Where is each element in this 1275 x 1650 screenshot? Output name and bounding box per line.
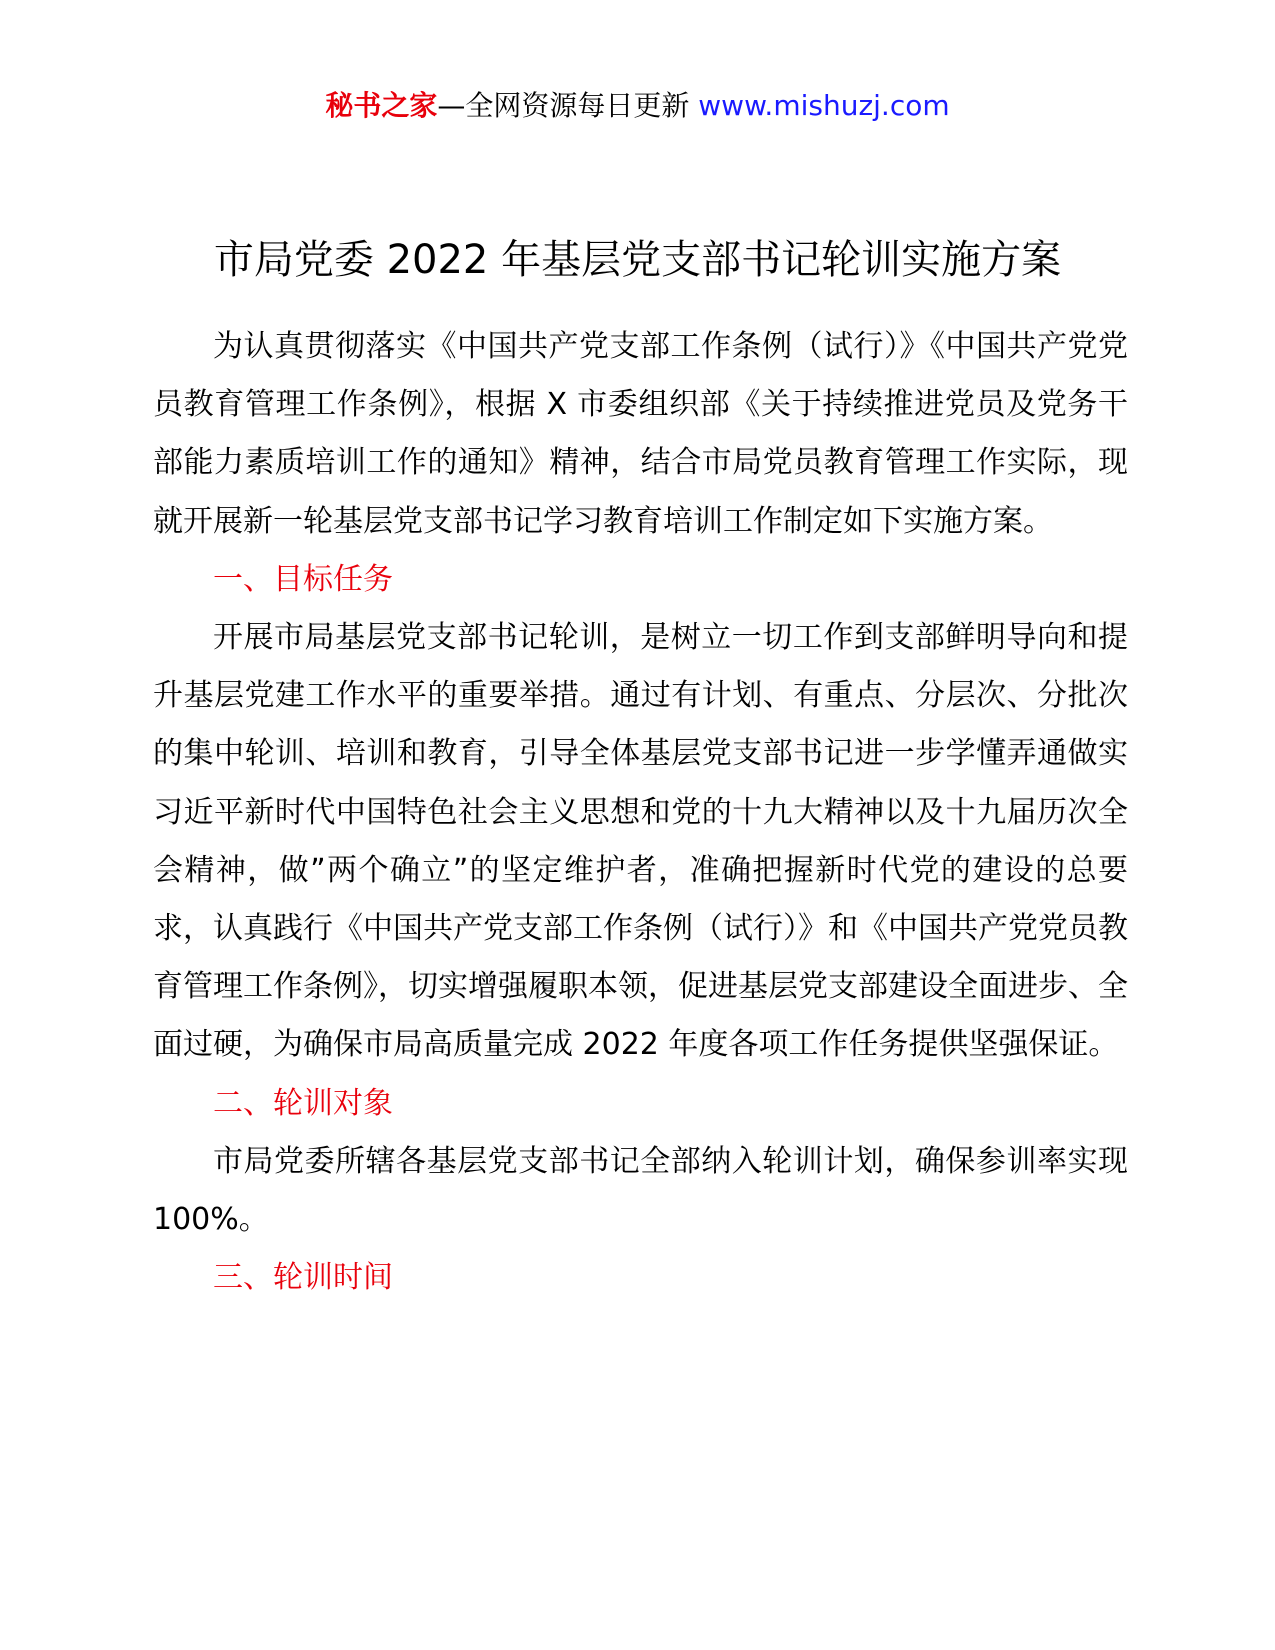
document-body xyxy=(153,318,1128,1307)
section-heading-schedule: 三、轮训时间 xyxy=(213,1260,393,1296)
intro-paragraph: 为认真贯彻落实《中国共产党支部工作条例（试行）》《中国共产党党员教育管理工作条例》，根据 X 市委组织部《关于持续推进党员及党务干部能力素质培训工作的通知》精神，结合市局党员教育管理工作实际，现就开展新一轮基层党支部书记学习教育培训工作制定如下实施方案。 xyxy=(153,329,1128,539)
document-title: 市局党委 2022 年基层党支部书记轮训实施方案 xyxy=(213,237,1062,283)
section-paragraph-participants: 市局党委所辖各基层党支部书记全部纳入轮训计划，确保参训率实现 100%。 xyxy=(153,1143,1128,1238)
site-url-link[interactable]: www.mishuzj.com xyxy=(698,89,950,122)
section-paragraph-goals: 开展市局基层党支部书记轮训，是树立一切工作到支部鲜明导向和提升基层党建工作水平的重要举措。通过有计划、有重点、分层次、分批次的集中轮训、培训和教育，引导全体基层党支部书记进一步学懂弄通做实习近平新时代中国特色社会主义思想和党的十九大精神以及十九届历次全会精神，做”两个确立”的坚定维护者，准确把握新时代党的建设的总要求，认真践行《中国共产党支部工作条例（试行）》和《中国共产党党员教育管理工作条例》，切实增强履职本领，促进基层党支部建设全面进步、全面过硬，为确保市局高质量完成 2022 年度各项工作任务提供坚强保证。 xyxy=(153,620,1128,1063)
section-heading-participants: 二、轮训对象 xyxy=(213,1085,393,1121)
section-heading-goals: 一、目标任务 xyxy=(213,561,393,597)
page-header xyxy=(0,86,1275,126)
brand-name: 秘书之家 xyxy=(325,89,438,122)
header-tagline: —全网资源每日更新 xyxy=(437,89,699,122)
